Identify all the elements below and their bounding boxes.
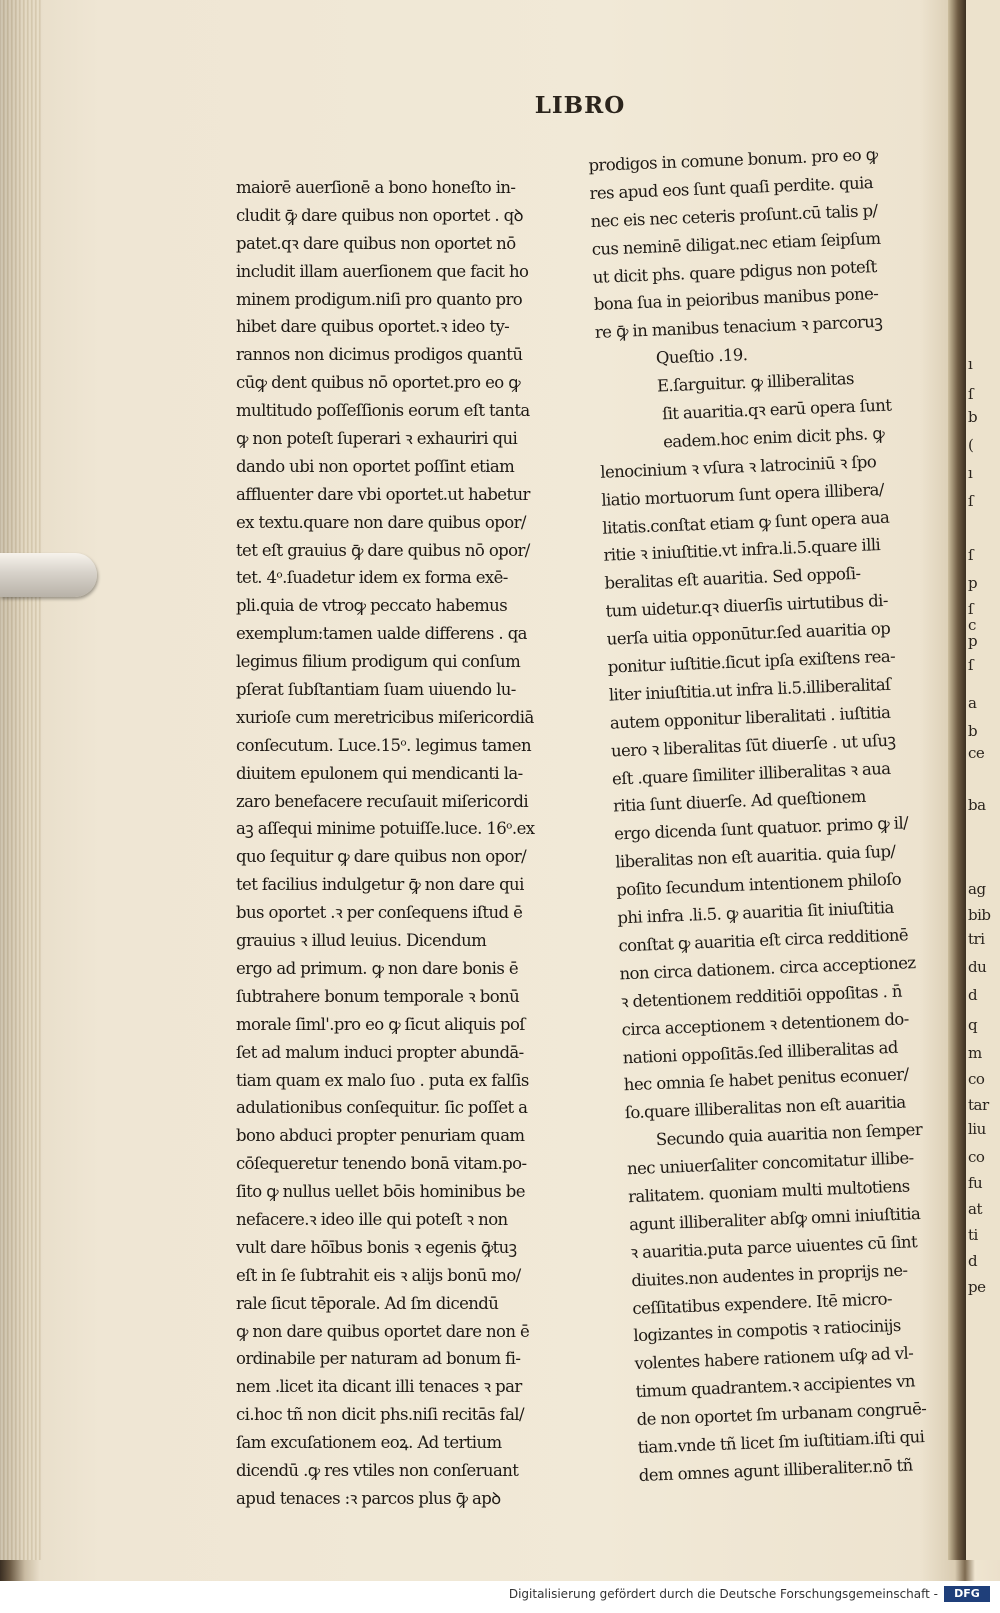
facing-page-fragment: b — [968, 408, 978, 426]
facing-page-fragment: ag — [968, 880, 986, 898]
text-line: tet eſt grauius ꝙ̄ dare quibus nō opor/ — [236, 540, 530, 560]
facing-page-fragment: m — [968, 1044, 982, 1062]
facing-page-fragment: ı — [968, 464, 973, 482]
text-line: dem omnes agunt illiberaliter.nō tñ — [638, 1455, 913, 1485]
digitization-footer — [0, 1581, 1000, 1613]
text-line: diuitem epulonem qui mendicanti la- — [236, 763, 523, 783]
text-line: prodigos in comune bonum. pro eo ꝙ — [588, 144, 878, 175]
text-line: legimus filium prodigum qui conſum — [236, 652, 521, 672]
text-line: dicendū .ꝙ res vtiles non conſeruant — [236, 1460, 519, 1480]
text-line: phi infra .li.5. ꝙ auaritia ſit iniuſtitia — [617, 897, 895, 928]
text-line: ſubtrahere bonum temporale ꝛ bonū — [236, 986, 520, 1006]
text-line: tiam.vnde tñ licet ſm iuſtitiam.iſti qui — [637, 1427, 925, 1458]
text-line: ut dicit phs. quare pdigus non poteſt — [592, 256, 877, 287]
facing-page-fragment: at — [968, 1200, 982, 1218]
dfg-logo: DFG — [944, 1586, 990, 1602]
text-line: pſerat ſubſtantiam ſuam uiuendo lu- — [236, 680, 516, 700]
facing-page-fragment: q — [968, 1016, 978, 1034]
text-line: volentes habere rationem uſꝙ ad vl- — [634, 1343, 914, 1374]
text-line: non circa dationem. circa acceptionez — [619, 952, 916, 984]
text-line: poſito ſecundum intentionem philoſo — [615, 869, 902, 900]
facing-page-fragment: ſ — [968, 600, 974, 618]
text-line: circa acceptionem ꝛ detentionem do- — [621, 1008, 909, 1039]
text-line: dando ubi non oportet poſſint etiam — [236, 456, 515, 476]
text-line: ritia ſunt diuerſe. Ad queſtionem — [612, 787, 867, 816]
text-line: adulationibus conſequitur. ſic poſſet a — [236, 1098, 528, 1118]
text-line: xurioſe cum meretricibus miſericordiā — [236, 707, 534, 727]
facing-page-fragment: co — [968, 1148, 985, 1166]
text-line: nationi oppoſitās.ſed illiberalitas ad — [622, 1037, 899, 1067]
text-line: hec omnia ſe habet penitus econuer/ — [623, 1064, 909, 1095]
text-line: uero ꝛ liberalitas ſūt diuerſe . ut uſuꝫ — [610, 730, 896, 761]
text-line: cūꝙ dent quibus nō oportet.pro eo ꝙ — [236, 373, 521, 393]
text-line: includit illam auerſionem que facit ho — [236, 261, 529, 281]
text-line: uerſa uitia opponūtur.ſed auaritia op — [606, 618, 891, 649]
facing-page-fragment: pe — [968, 1278, 986, 1296]
text-line: tet. 4ᵒ.ſuadetur idem ex forma exē- — [236, 568, 508, 588]
facing-page-fragment: ſ — [968, 492, 974, 510]
text-line: conſtat ꝙ auaritia eſt circa redditionē — [618, 925, 909, 956]
text-line: agunt illiberaliter abſꝙ omni iniuſtitia — [628, 1203, 921, 1235]
text-line: Secundo quia auaritia non ſemper — [655, 1120, 923, 1150]
facing-page-fragment: ſ — [968, 656, 974, 674]
facing-page-fragment: a — [968, 694, 977, 712]
text-line: ritie ꝛ iniuſtitie.vt infra.li.5.quare illi — [603, 535, 881, 566]
text-line: ꝛ auaritia.puta parce uiuentes cū ſint — [629, 1231, 918, 1262]
text-line: cus neminē diligat.nec etiam ſeipſum — [591, 228, 881, 259]
facing-page-fragment: b — [968, 722, 978, 740]
text-line: re ꝙ̄ in manibus tenacium ꝛ parcoruꝫ — [594, 312, 883, 343]
text-line: liter iniuſtitia.ut infra li.5.illiberalitaſ — [608, 674, 891, 705]
text-line: tet facilius indulgetur ꝙ̄ non dare qui — [236, 875, 524, 895]
bookmark-clip — [0, 553, 97, 597]
text-line: diuites.non audentes in proprijs ne- — [630, 1260, 908, 1290]
text-line: ponitur iuſtitie.ſicut ipſa exiſtens rea- — [607, 646, 896, 677]
page-edges — [0, 0, 42, 1560]
facing-page-fragment: ti — [968, 1226, 978, 1244]
text-line: liberalitas non eſt auaritia. quia ſup/ — [614, 841, 896, 872]
facing-page-fragment: liu — [968, 1120, 986, 1138]
text-line: exemplum:tamen ualde differens . qa — [236, 624, 527, 644]
facing-page-fragment: ı — [968, 355, 973, 373]
text-line: ſit auaritia.qꝛ earū opera ſunt — [661, 395, 892, 424]
facing-page-fragment: d — [968, 986, 978, 1004]
text-line: minem prodigum.niſi pro quanto pro — [236, 289, 523, 309]
facing-page-fragment: ba — [968, 796, 986, 814]
text-line: nefacere.ꝛ ideo ille qui poteſt ꝛ non — [236, 1209, 508, 1229]
text-line: apud tenaces :ꝛ parcos plus ꝙ̄ apꝺ — [236, 1488, 501, 1508]
text-line: eadem.hoc enim dicit phs. ꝙ — [662, 423, 885, 452]
text-line: res apud eos ſunt quaſi perdite. quia — [589, 172, 874, 203]
text-line: logizantes in compotis ꝛ ratiocinijs — [633, 1316, 902, 1346]
text-line: rannos non dicimus prodigos quantū — [236, 345, 523, 365]
text-line: beralitas eſt auaritia. Sed oppoſi- — [604, 564, 861, 594]
text-line: vult dare hōībus bonis ꝛ egenis ꝙ̄tuꝫ — [236, 1237, 517, 1257]
facing-page-fragment: d — [968, 1252, 978, 1270]
text-line: bona ſua in peioribus manibus pone- — [593, 284, 879, 315]
facing-page-fragment: ſ — [968, 385, 974, 403]
text-line: patet.qꝛ dare quibus non oportet nō — [236, 233, 516, 253]
right-text-column — [588, 139, 969, 1489]
text-line: nec uniuerſaliter concomitatur illibe- — [626, 1148, 914, 1179]
text-line: ralitatem. quoniam multi multotiens — [627, 1176, 910, 1207]
text-line: quo ſequitur ꝙ dare quibus non opor/ — [236, 847, 527, 867]
text-line: cōſequeretur tenendo bonā vitam.po- — [236, 1154, 527, 1174]
text-line: nec eis nec ceteris proſunt.cū talis p/ — [590, 200, 878, 231]
facing-page-fragment: du — [968, 958, 987, 976]
text-line: ergo dicenda ſunt quatuor. primo ꝙ il/ — [613, 813, 909, 844]
text-line: affluenter dare vbi oportet.ut habetur — [236, 484, 530, 504]
text-line: litatis.conſtat etiam ꝙ ſunt opera aua — [602, 507, 890, 538]
text-line: E.ſarguitur. ꝙ illiberalitas — [656, 369, 855, 396]
text-line: grauius ꝛ illud leuius. Dicendum — [236, 931, 487, 951]
text-line: ergo ad primum. ꝙ non dare bonis ē — [236, 958, 519, 978]
text-line: bus oportet .ꝛ per conſequens iſtud ē — [236, 903, 523, 923]
facing-page-edge — [966, 0, 1000, 1560]
text-line: tum uidetur.qꝛ diuerſis uirtutibus di- — [605, 591, 889, 621]
text-line: liatio mortuorum ſunt opera illibera/ — [601, 479, 885, 510]
text-line: conſecutum. Luce.15ᵒ. legimus tamen — [236, 735, 531, 755]
facing-page-fragment: fu — [968, 1174, 983, 1192]
text-line: pli.quia de vtroꝙ peccato habemus — [236, 596, 508, 616]
text-line: Queſtio .19. — [655, 345, 748, 368]
text-line: eſt in ſe ſubtrahit eis ꝛ alijs bonū mo/ — [236, 1265, 521, 1285]
text-line: ꝙ non dare quibus oportet dare non ē — [236, 1321, 530, 1341]
text-line: de non oportet ſm urbanam congruē- — [636, 1399, 927, 1430]
text-line: ſam excuſationem eoꝝ. Ad tertium — [236, 1433, 502, 1453]
facing-page-fragment: ce — [968, 744, 985, 762]
text-line: aꝫ aſſequi minime potuiſſe.luce. 16ᵒ.ex — [236, 819, 535, 839]
text-line: ꝛ detentionem redditiōi oppoſitas . n̄ — [620, 981, 903, 1012]
facing-page-fragment: ſ — [968, 546, 974, 564]
facing-page-fragment: tri — [968, 930, 985, 948]
text-line: timum quadrantem.ꝛ accipientes vn — [635, 1371, 916, 1402]
text-line: maiorē auerſionē a bono honeſto in- — [236, 178, 516, 197]
text-line: ſet ad malum induci propter abundā- — [236, 1042, 524, 1062]
text-line: ꝙ non poteſt ſuperari ꝛ exhauriri qui — [236, 429, 518, 449]
facing-page-fragment: tar — [968, 1096, 989, 1114]
text-line: ci.hoc tñ non dicit phs.niſi recitās fal/ — [236, 1405, 524, 1425]
text-line: ſito ꝙ nullus uellet bōis hominibus be — [236, 1182, 525, 1202]
text-line: multitudo poſſeſſionis eorum eſt tanta — [236, 401, 530, 421]
text-line: bono abduci propter penuriam quam — [236, 1126, 525, 1146]
text-line: tiam quam ex malo ſuo . puta ex falſis — [236, 1070, 529, 1090]
facing-page-fragment: c — [968, 616, 976, 634]
running-head: LIBRO — [534, 92, 626, 119]
text-line: cludit ꝙ̄ dare quibus non oportet . qꝺ — [236, 205, 523, 225]
text-line: hibet dare quibus oportet.ꝛ ideo ty- — [236, 317, 510, 337]
facing-page-fragment: co — [968, 1070, 985, 1088]
text-line: autem opponitur liberalitati . iuſtitia — [609, 702, 891, 733]
facing-page-fragment: p — [968, 574, 978, 592]
text-line: nem .licet ita dicant illi tenaces ꝛ par — [236, 1377, 522, 1397]
text-line: lenocinium ꝛ vſura ꝛ latrociniū ꝛ ſpo — [599, 451, 877, 482]
text-line: ceſſitatibus expendere. Itē micro- — [632, 1288, 893, 1318]
footer-credit: Digitalisierung gefördert durch die Deutsche Forschungsgemeinschaft - — [508, 1587, 938, 1601]
text-line: ex textu.quare non dare quibus opor/ — [236, 512, 526, 532]
text-line: ordinabile per naturam ad bonum fi- — [236, 1349, 521, 1369]
facing-page-fragment: ( — [968, 436, 974, 454]
text-line: rale ſicut tēporale. Ad ſm dicendū — [236, 1293, 499, 1313]
left-text-column — [236, 174, 566, 1513]
text-line: zaro benefacere recuſauit miſericordi — [236, 791, 529, 811]
facing-page-fragment: bib — [968, 906, 991, 924]
text-line: ſo.quare illiberalitas non eſt auaritia — [624, 1092, 906, 1123]
text-line: eſt .quare ſimiliter illiberalitas ꝛ aua — [611, 758, 891, 789]
facing-page-fragment: p — [968, 632, 978, 650]
text-line: morale ſiml'.pro eo ꝙ ſicut aliquis poſ — [236, 1014, 525, 1034]
